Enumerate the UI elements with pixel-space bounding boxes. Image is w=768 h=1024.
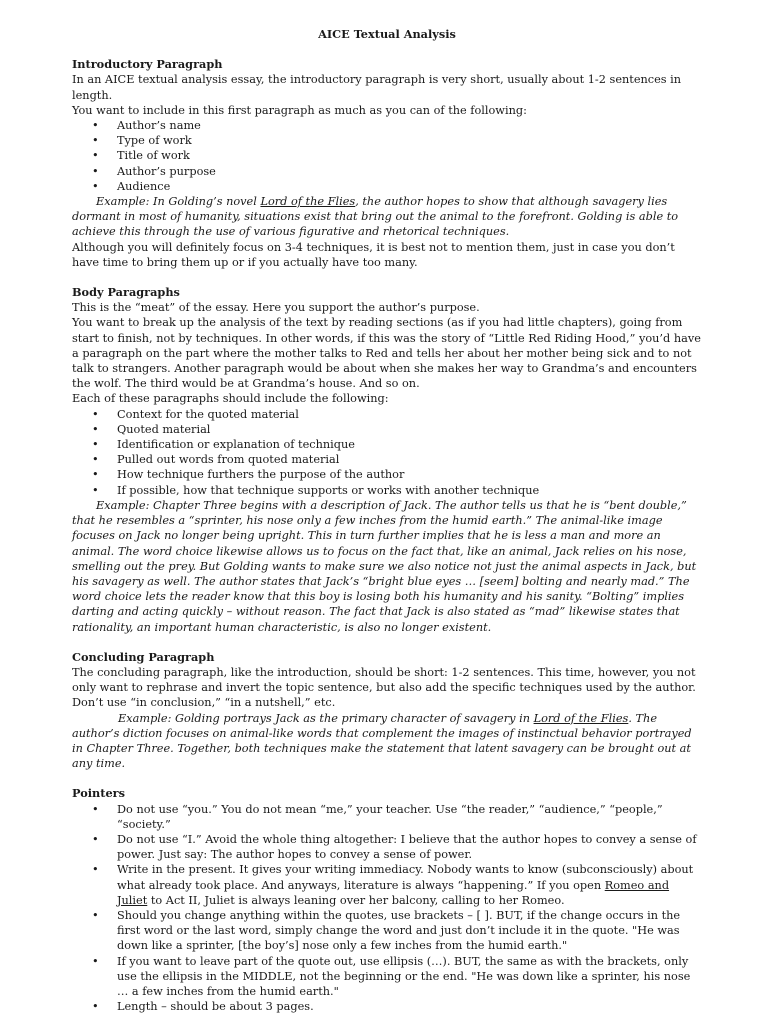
intro-example-post: , the author hopes to show that although savagery lies dormant in most of humanity, situations exist that bring out the animal to the forefront. Golding is able to achieve this through the use of various figurative and rhetorical techniques. <box>72 195 679 239</box>
intro-text-1: In an AICE textual analysis essay, the introductory paragraph is very short, usually about 1-2 sentences in length. <box>72 73 682 102</box>
body-heading: Body Paragraphs <box>72 285 180 300</box>
pointer-3-post: to Act II, Juliet is always leaning over her balcony, calling to her Romeo. <box>147 893 565 907</box>
list-item: • Audience <box>117 179 702 194</box>
list-item: • Context for the quoted material <box>117 407 702 422</box>
intro-example <box>72 194 702 240</box>
list-item: • Length – should be about 3 pages. <box>117 999 702 1014</box>
list-item: • Quoted material <box>117 422 702 437</box>
list-item: • If possible, how that technique supports or works with another technique <box>117 483 702 498</box>
body-text-3: Each of these paragraphs should include the following: <box>72 392 389 406</box>
body-example: Example: Chapter Three begins with a description of Jack. The author tells us that he is “bent double,” that he resembles a “sprinter, his nose only a few inches from the humid earth.” The animal-like image focuses on Jack no longer being upright. This in turn further implies that he is less a man and more an animal. The word choice likewise allows us to focus on the fact that, like an animal, Jack relies on his nose, smelling out the prey. But Golding wants to make sure we also notice not just the animal aspects in Jack, but his savagery as well. The author states that Jack’s “bright blue eyes … [seem] bolting and nearly mad.” The word choice lets the reader know that this boy is losing both his humanity and his sanity. “Bolting” implies darting and acting quickly – without reason. The fact that Jack is also stated as “mad” likewise states that rationality, an important human characteristic, is also no longer existent. <box>72 498 697 634</box>
list-item: • Do not use “I.” Avoid the whole thing altogether: I believe that the author hopes to convey a sense of power. Just say: The author hopes to convey a sense of power. <box>117 832 702 862</box>
intro-section <box>72 57 702 270</box>
list-item: • Author’s purpose <box>117 164 702 179</box>
intro-text-2: You want to include in this first paragraph as much as you can of the following: <box>72 103 527 117</box>
list-item <box>117 862 702 908</box>
intro-heading: Introductory Paragraph <box>72 57 223 72</box>
list-item: • Author’s name <box>117 118 702 133</box>
document-title: AICE Textual Analysis <box>318 27 456 41</box>
pointers-section <box>72 786 702 1014</box>
pointer-3-pre: Write in the present. It gives your writing immediacy. Nobody wants to know (subconsciously) about what already took place. And anyways, literature is always “happening.” If you open <box>117 863 694 892</box>
book-title: Lord of the Flies <box>260 195 356 209</box>
list-item: • Type of work <box>117 133 702 148</box>
book-title: Lord of the Flies <box>533 711 629 725</box>
conclusion-heading: Concluding Paragraph <box>72 649 215 664</box>
conclusion-example-post: . The author’s diction focuses on animal-like words that complement the images of instinctual behavior portrayed in Chapter Three. Together, both techniques make the statement that latent savagery can be brought out at any time. <box>72 711 692 771</box>
list-item: • Do not use “you.” You do not mean “me,” your teacher. Use “the reader,” “audience,” “people,” “society.” <box>117 802 702 832</box>
conclusion-example-pre: Example: Golding portrays Jack as the primary character of savagery in <box>118 711 534 725</box>
pointers-heading: Pointers <box>72 786 125 801</box>
list-item: • Pulled out words from quoted material <box>117 452 702 467</box>
intro-note: Although you will definitely focus on 3-4 techniques, it is best not to mention them, just in case you don’t have time to bring them up or if you actually have too many. <box>72 240 675 269</box>
conclusion-example <box>72 711 702 772</box>
conclusion-text: The concluding paragraph, like the introduction, should be short: 1-2 sentences. This time, however, you not only want to rephrase and invert the topic sentence, but also add the specific techniques used by the author. Don’t use “in conclusion,” “in a nutshell,” etc. <box>72 665 696 710</box>
list-item: • Should you change anything within the quotes, use brackets – [ ]. BUT, if the change occurs in the first word or the last word, simply change the word and just don’t include it in the quote. "He was down like a sprinter, [the boy’s] nose only a few inches from the humid earth." <box>117 908 702 954</box>
body-text-2: You want to break up the analysis of the text by reading sections (as if you had little chapters), going from start to finish, not by techniques. In other words, if this was the story of “Little Red Riding Hood,” you’d have a paragraph on the part where the mother talks to Red and tells her about her mother being sick and to not talk to strangers. Another paragraph would be about when she makes her way to Grandma’s and encounters the wolf. The third would be at Grandma’s house. And so on. <box>72 316 701 391</box>
body-text-1: This is the “meat” of the essay. Here you support the author’s purpose. <box>72 301 480 315</box>
intro-list <box>72 118 702 194</box>
pointers-list <box>72 802 702 1015</box>
list-item: • Title of work <box>117 148 702 163</box>
body-list <box>72 407 702 498</box>
body-section <box>72 285 702 635</box>
list-item: • Identification or explanation of technique <box>117 437 702 452</box>
conclusion-section <box>72 650 702 772</box>
intro-example-pre: Example: In Golding’s novel <box>96 195 261 209</box>
list-item: • If you want to leave part of the quote out, use ellipsis (…). BUT, the same as with the brackets, only use the ellipsis in the MIDDLE, not the beginning or the end. "He was down like a sprinter, his nose … a few inches from the humid earth." <box>117 954 702 1000</box>
play-title: Romeo and Juliet <box>117 878 670 907</box>
list-item: • How technique furthers the purpose of the author <box>117 467 702 482</box>
